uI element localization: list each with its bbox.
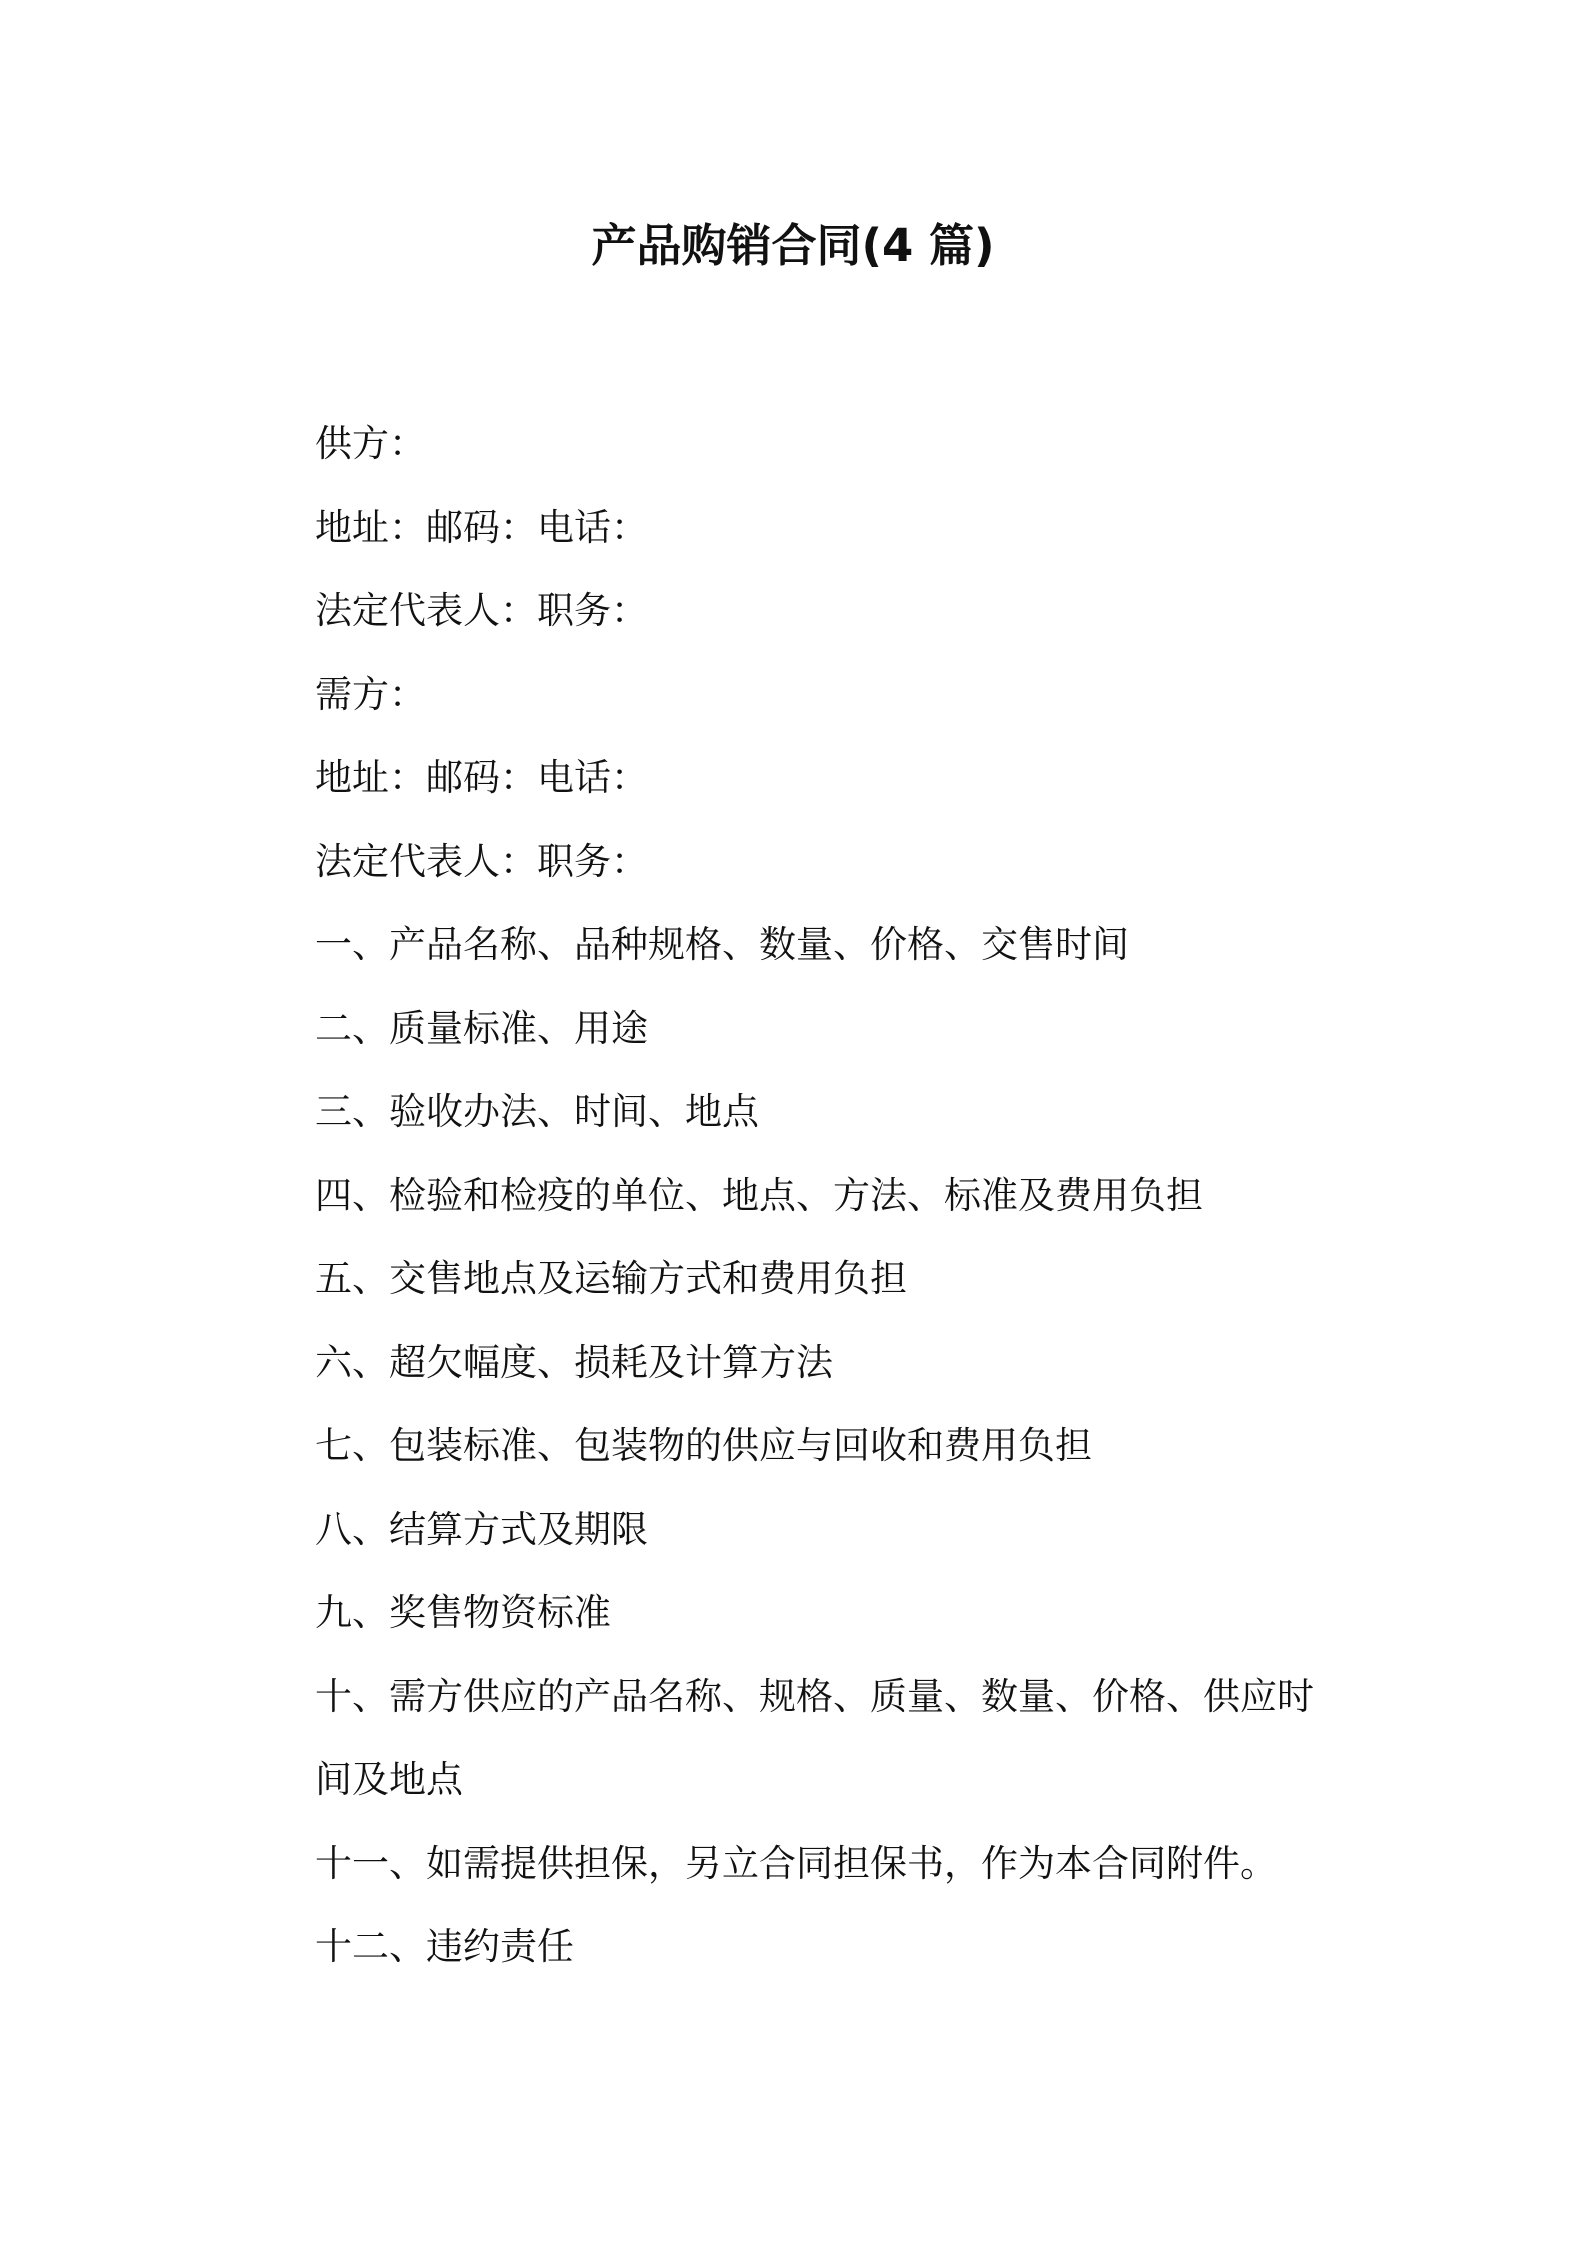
clause-11: 十一、如需提供担保，另立合同担保书，作为本合同附件。 [315, 1841, 1277, 1885]
clause-7: 七、包装标准、包装物的供应与回收和费用负担 [315, 1424, 1092, 1467]
clause-8: 八、结算方式及期限 [315, 1507, 648, 1551]
clause-12: 十二、违约责任 [315, 1925, 574, 1968]
buyer-address-line: 地址：邮码：电话： [315, 756, 648, 799]
document-body [240, 402, 1346, 1989]
clause-2: 二、质量标准、用途 [315, 1006, 648, 1050]
supplier-line: 供方： [315, 422, 426, 465]
buyer-line: 需方： [315, 672, 426, 716]
buyer-representative-line: 法定代表人：职务： [315, 839, 648, 883]
clause-10: 十、需方供应的产品名称、规格、质量、数量、价格、供应时间及地点 [315, 1674, 1314, 1801]
document-title: 产品购销合同(4 篇) [591, 219, 995, 272]
clause-9: 九、奖售物资标准 [315, 1591, 611, 1634]
clause-3: 三、验收办法、时间、地点 [315, 1090, 759, 1133]
clause-5: 五、交售地点及运输方式和费用负担 [315, 1257, 907, 1300]
clause-4: 四、检验和检疫的单位、地点、方法、标准及费用负担 [315, 1173, 1203, 1217]
supplier-address-line: 地址：邮码：电话： [315, 505, 648, 549]
clause-1: 一、产品名称、品种规格、数量、价格、交售时间 [315, 923, 1129, 966]
clause-6: 六、超欠幅度、损耗及计算方法 [315, 1340, 833, 1384]
supplier-representative-line: 法定代表人：职务： [315, 589, 648, 632]
